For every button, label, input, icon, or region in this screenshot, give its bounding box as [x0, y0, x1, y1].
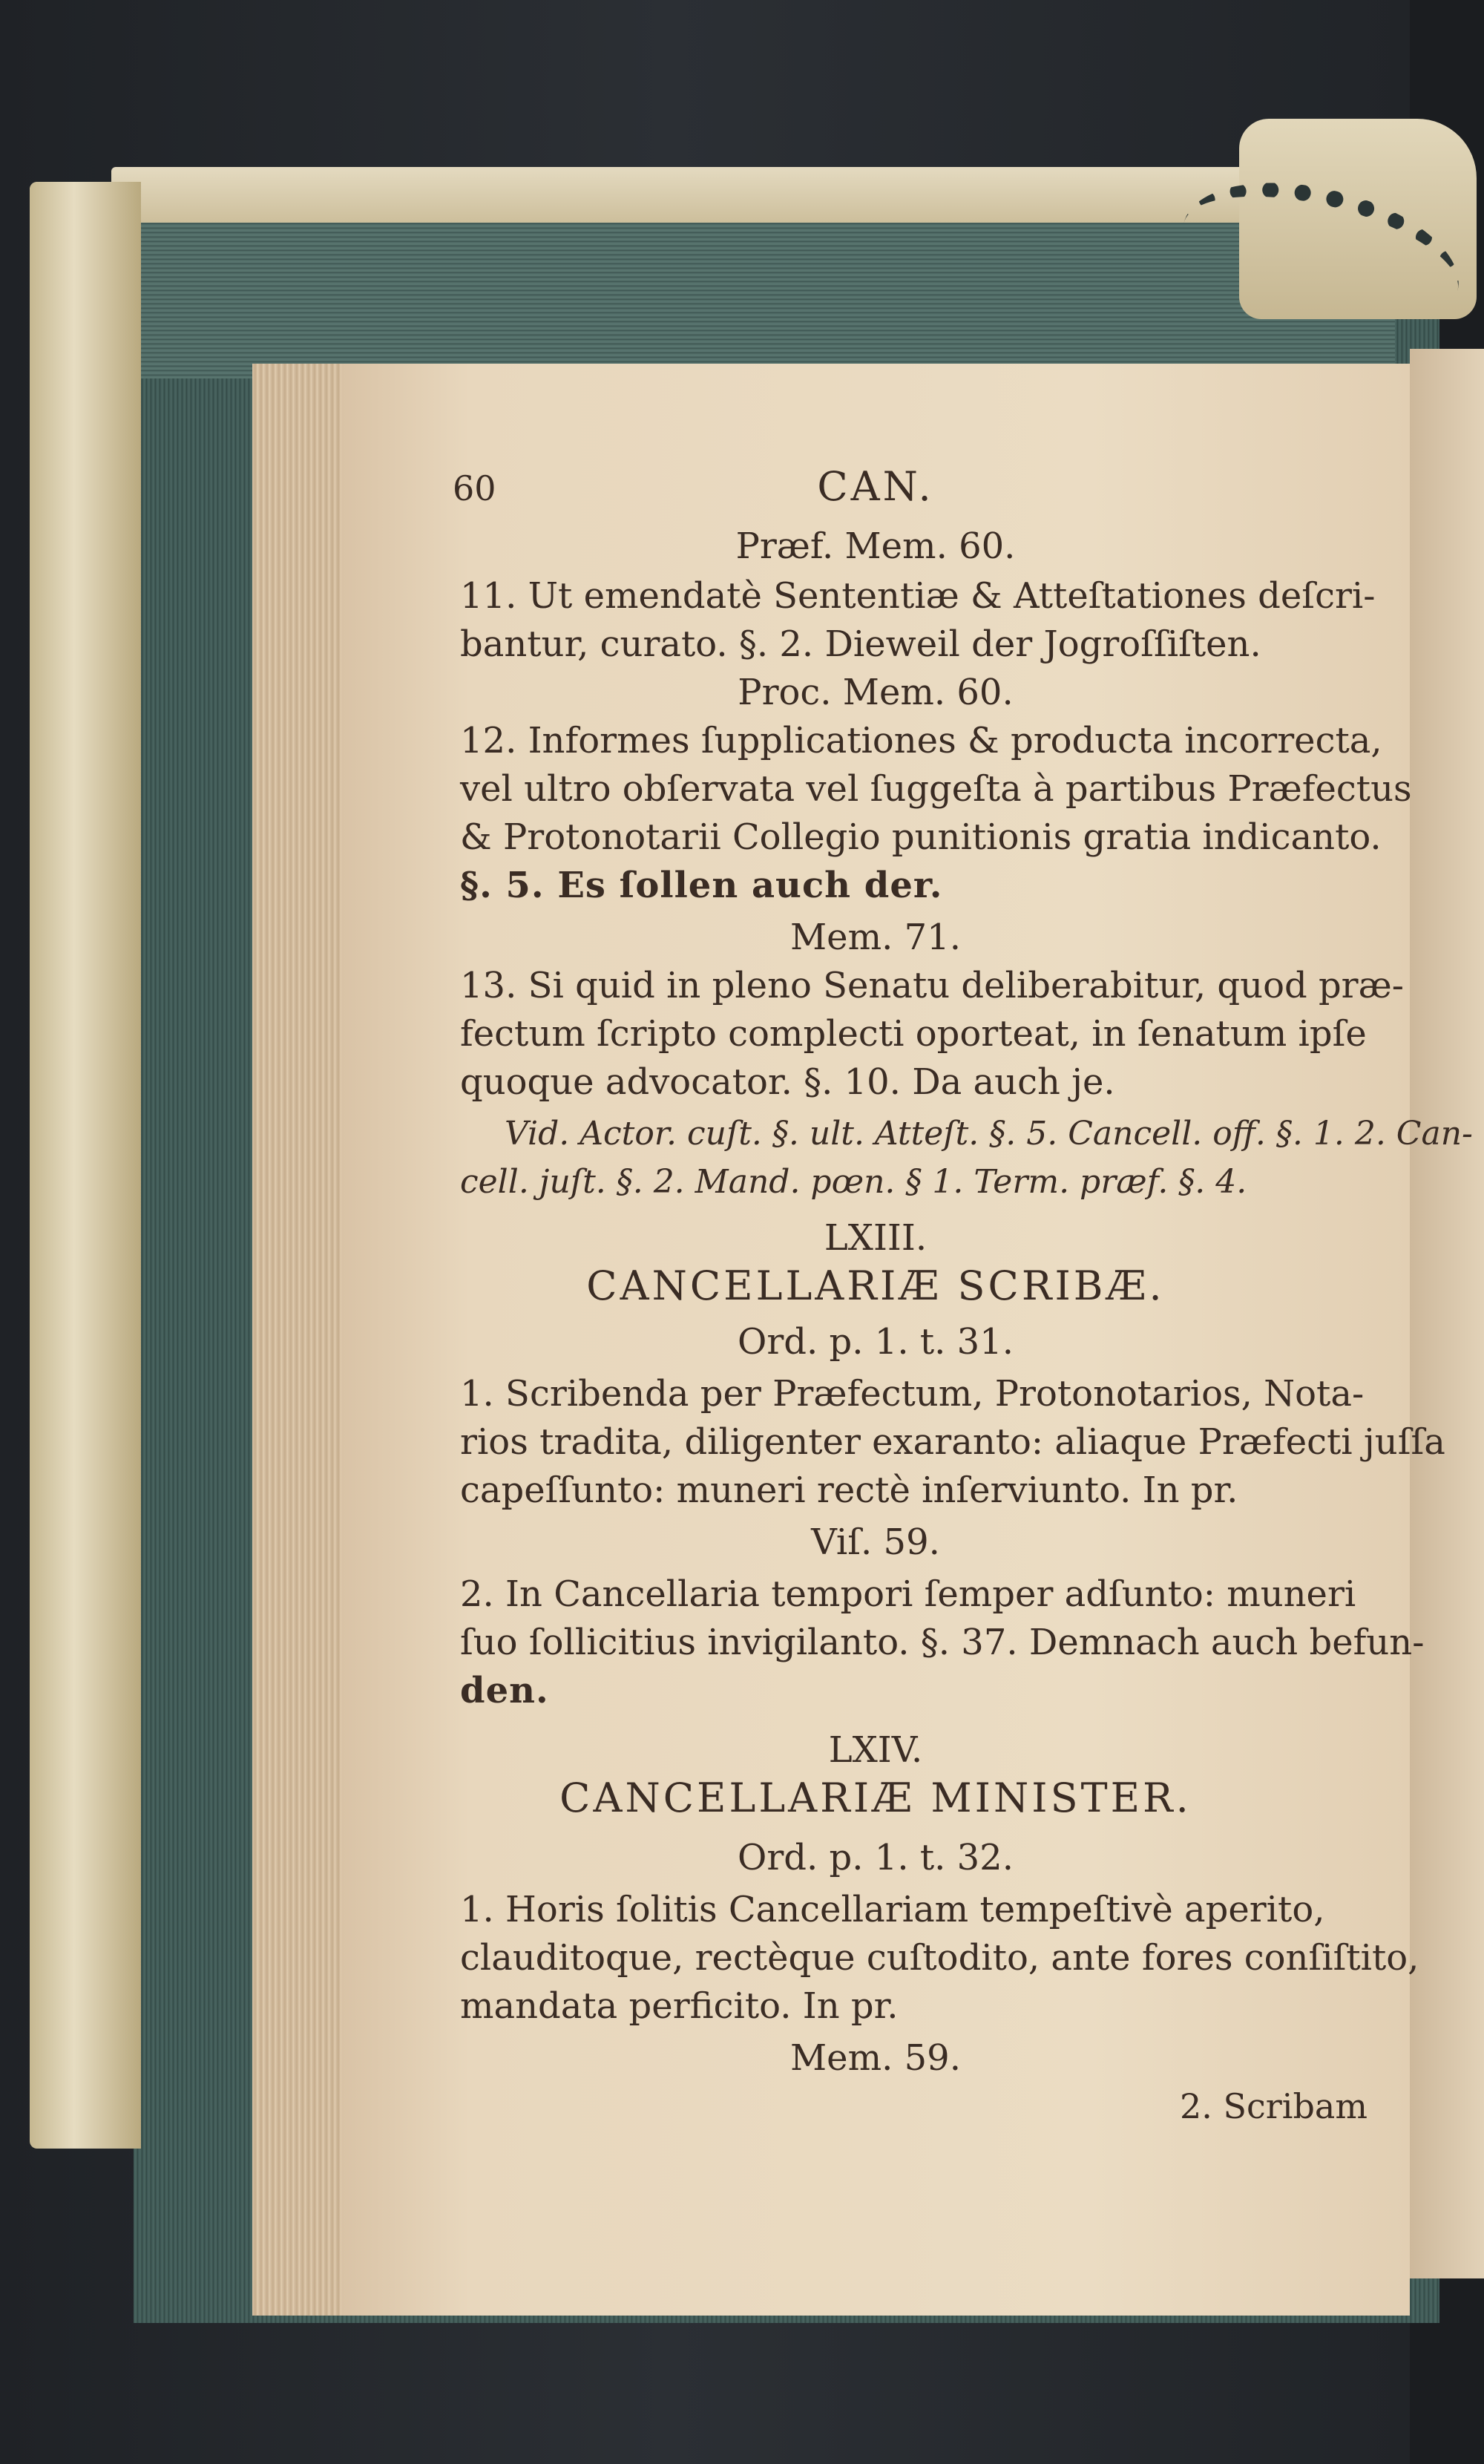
text-line: Ord. p. 1. t. 31. — [738, 1321, 1014, 1363]
text-line: vel ultro obſervata vel ſuggeſta à partibus Præfectus — [460, 768, 1412, 810]
section-heading: CANCELLARIÆ MINISTER. — [559, 1775, 1192, 1821]
text-line: Vid. Actor. cuſt. §. ult. Atteſt. §. 5. Cancell. off. §. 1. 2. Can- — [505, 1115, 1473, 1153]
facing-page-edge — [1410, 349, 1484, 2278]
text-line: Mem. 71. — [790, 917, 961, 958]
page-number: 60 — [453, 468, 496, 508]
book-spine-edge — [30, 182, 141, 2149]
text-line: rios tradita, diligenter exaranto: aliaque Præfecti juſſa — [460, 1421, 1445, 1463]
text-line: & Protonotarii Collegio punitionis gratia indicanto. — [460, 816, 1382, 858]
text-line: mandata perficito. In pr. — [460, 1985, 899, 2027]
text-line: Ord. p. 1. t. 32. — [738, 1837, 1014, 1878]
text-line: 12. Informes ſupplicationes & producta incorrecta, — [460, 720, 1382, 761]
text-line: 1. Scribenda per Præfectum, Protonotarios, Nota- — [460, 1373, 1365, 1415]
text-line: §. 5. Es ſollen auch der. — [460, 865, 943, 906]
text-line: bantur, curato. §. 2. Dieweil der Jogroſſiſten. — [460, 623, 1261, 665]
text-line: ſuo ſollicitius invigilanto. §. 37. Demnach auch befun- — [460, 1622, 1425, 1663]
section-number: LXIV. — [828, 1729, 923, 1771]
catchword: 2. Scribam — [1180, 2086, 1368, 2126]
text-line: clauditoque, rectèque cuſtodito, ante fores conſiſtito, — [460, 1937, 1419, 1979]
text-line: Mem. 59. — [790, 2037, 961, 2079]
section-heading: CANCELLARIÆ SCRIBÆ. — [586, 1262, 1165, 1309]
text-line: 13. Si quid in pleno Senatu deliberabitur, quod præ- — [460, 965, 1404, 1006]
page-gutter — [252, 364, 349, 2316]
text-line: capeſſunto: muneri rectè inſerviunto. In pr. — [460, 1469, 1238, 1511]
text-line: den. — [460, 1670, 549, 1711]
text-line: Proc. Mem. 60. — [738, 672, 1014, 713]
text-line: Præf. Mem. 60. — [735, 525, 1016, 567]
text-line: 2. In Cancellaria tempori ſemper adſunto: muneri — [460, 1573, 1356, 1615]
text-line: 11. Ut emendatè Sententiæ & Atteſtationes deſcri- — [460, 575, 1376, 617]
text-line: Viſ. 59. — [811, 1521, 940, 1563]
text-line: 1. Horis ſolitis Cancellariam tempeſtivè aperito, — [460, 1889, 1325, 1930]
running-head: CAN. — [817, 463, 934, 510]
text-line: quoque advocator. §. 10. Da auch je. — [460, 1061, 1115, 1103]
book-page — [341, 364, 1473, 2316]
section-number: LXIII. — [824, 1217, 928, 1259]
text-line: cell. juſt. §. 2. Mand. pœn. § 1. Term. præf. §. 4. — [460, 1163, 1247, 1201]
text-line: fectum ſcripto complecti oporteat, in ſenatum ipſe — [460, 1013, 1367, 1055]
